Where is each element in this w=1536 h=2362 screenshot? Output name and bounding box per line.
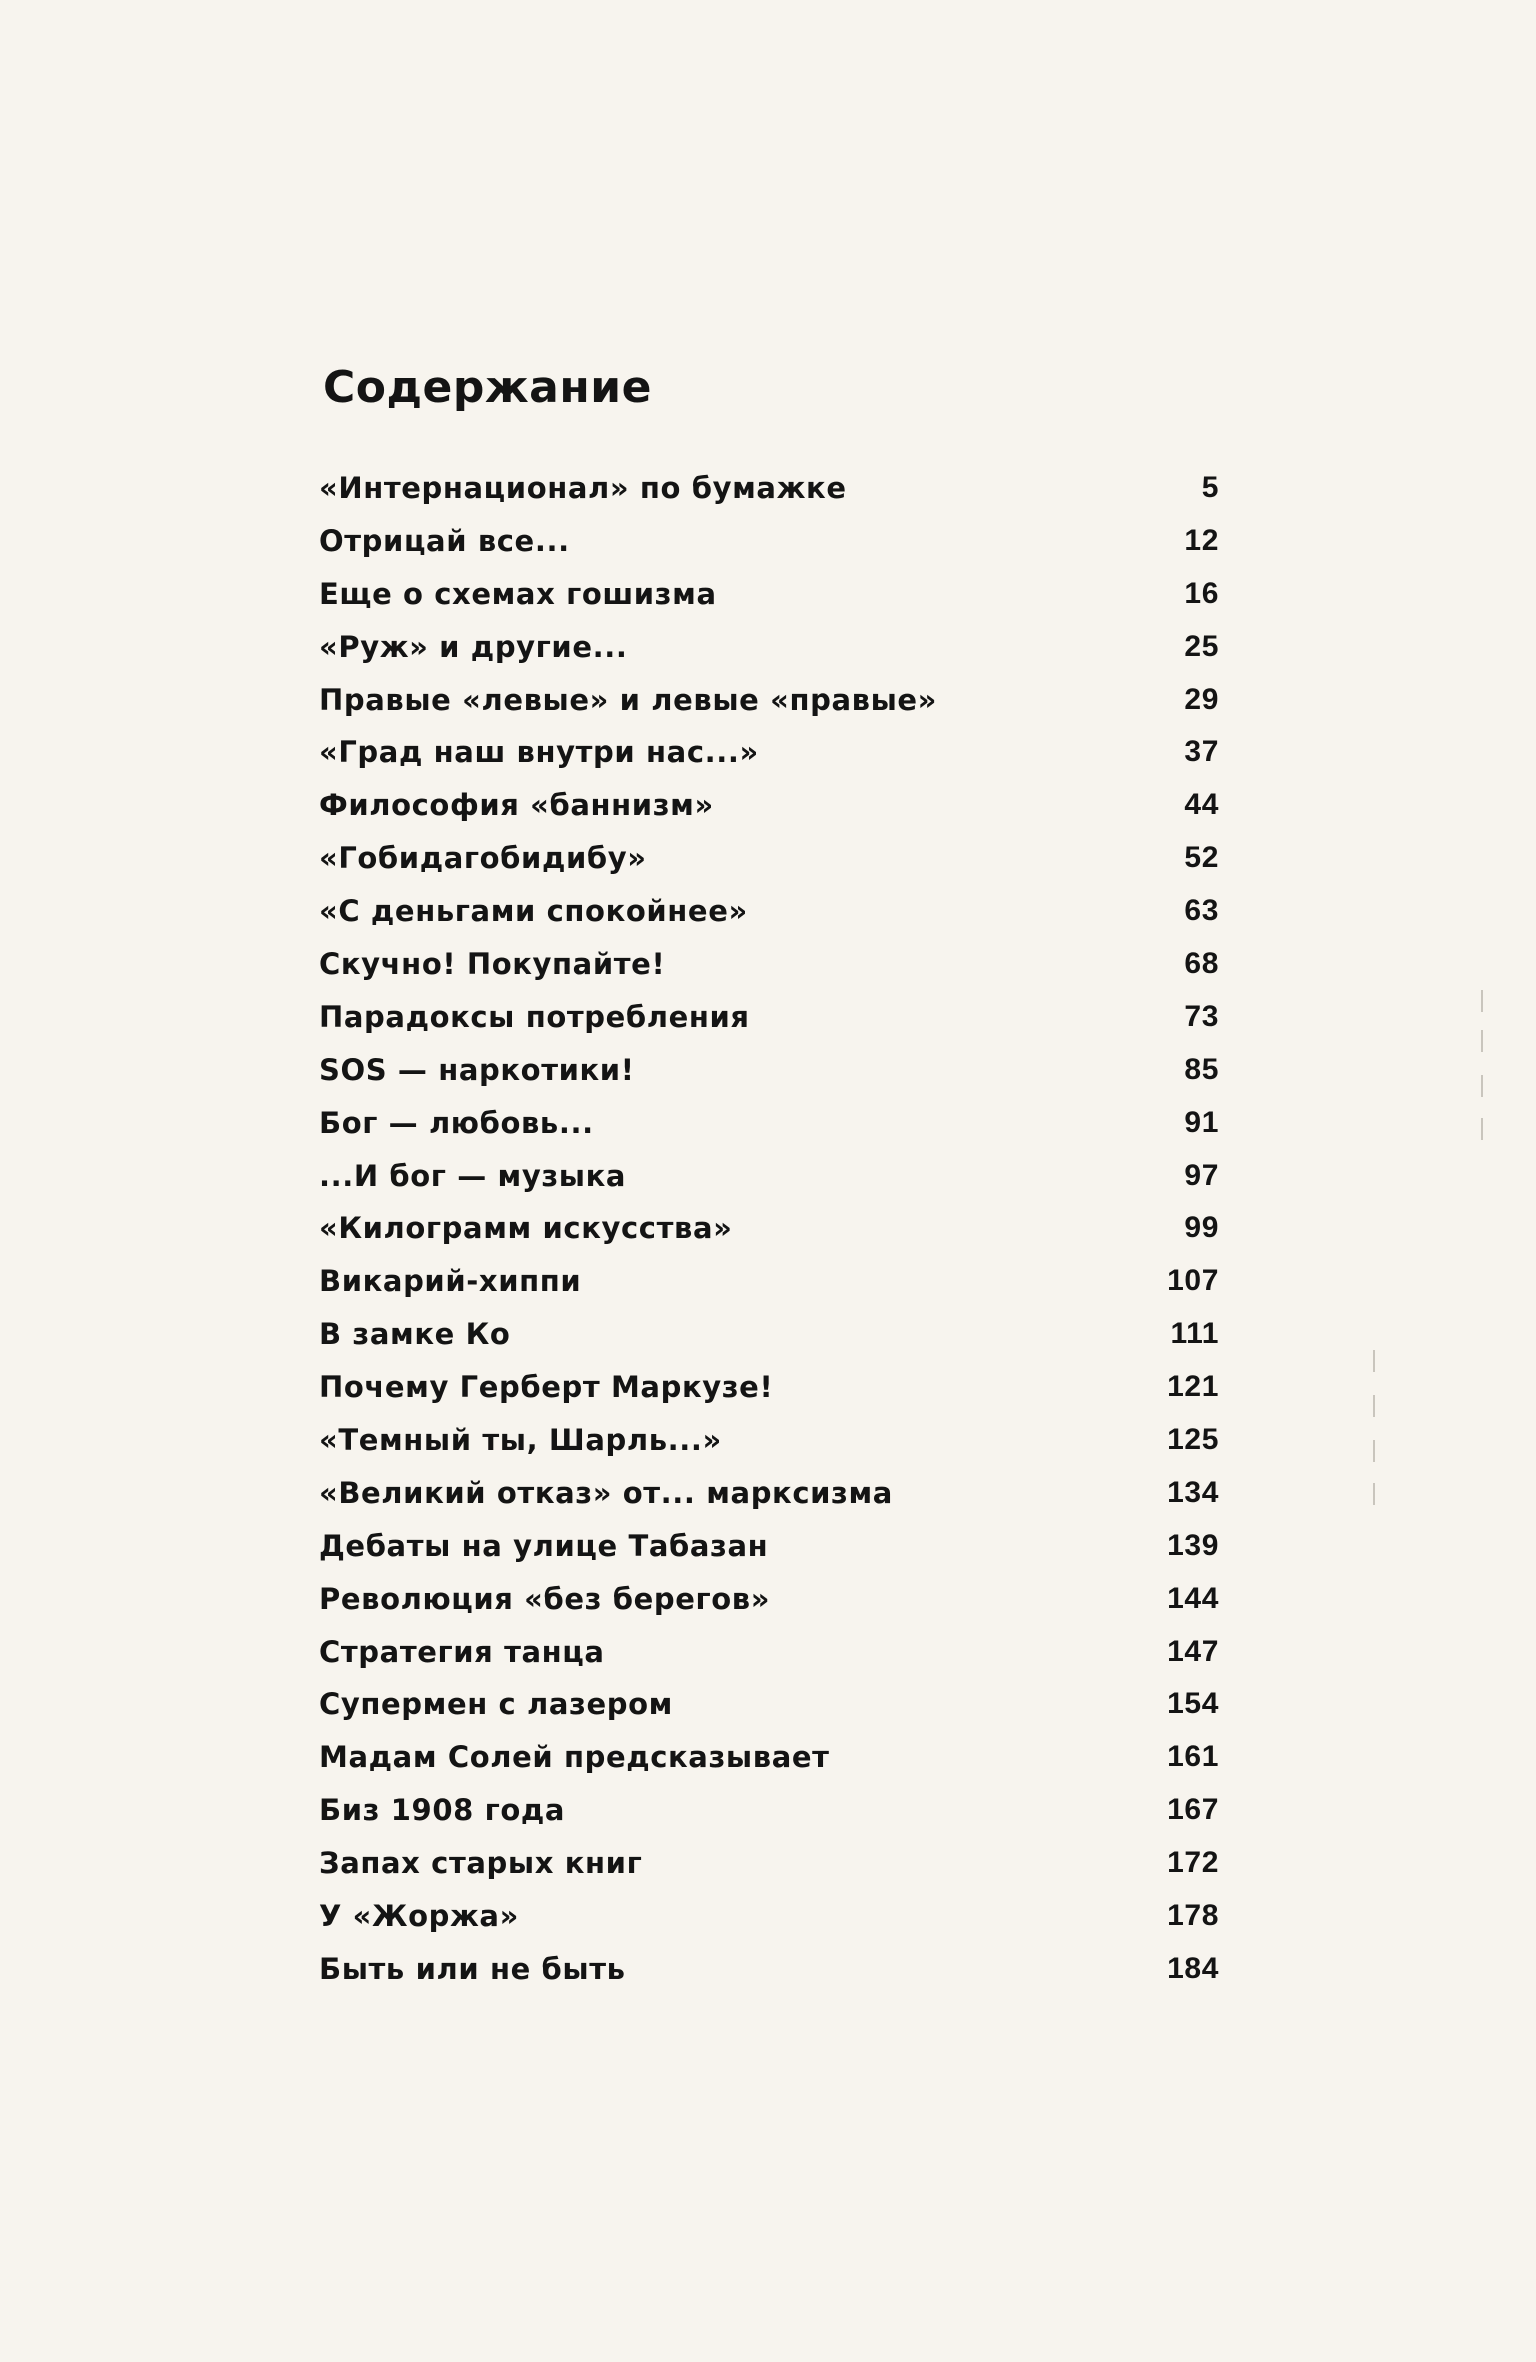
toc-entry-title: Викарий-хиппи [319,1264,582,1299]
toc-entry-page: 63 [1184,894,1219,928]
toc-entry [319,938,1219,991]
toc-entry [319,462,1219,515]
toc-entry-title: Парадоксы потребления [319,999,750,1034]
toc-entry-title: Скучно! Покупайте! [319,947,666,982]
toc-entry-page: 107 [1167,1264,1219,1298]
toc-entry-page: 125 [1167,1423,1219,1457]
toc-entry [319,568,1219,621]
toc-entry-title: «Темный ты, Шарль...» [319,1423,722,1458]
toc-entry-title: «Гобидагобидибу» [319,841,647,876]
toc-entry-title: Философия «баннизм» [319,788,714,823]
scan-artifact [1481,1118,1483,1140]
toc-entry-title: Бог — любовь... [319,1105,594,1140]
toc-entry [319,1890,1219,1943]
toc-entry-title: Почему Герберт Маркузе! [319,1370,774,1405]
toc-entry [319,1150,1219,1203]
toc-entry-title: ...И бог — музыка [319,1158,627,1193]
toc-entry-title: Запах старых книг [319,1846,643,1881]
toc-entry [319,1678,1219,1731]
toc-entry-page: 5 [1201,471,1219,504]
toc-entry-title: «Великий отказ» от... марксизма [319,1475,893,1510]
toc-entry-page: 139 [1167,1528,1219,1562]
toc-entry-title: «С деньгами спокойнее» [319,894,748,929]
toc-entry-title: «Килограмм искусства» [319,1211,733,1246]
toc-entry-page: 99 [1184,1211,1219,1245]
toc-entry-page: 178 [1167,1899,1219,1933]
toc-entry-title: Еще о схемах гошизма [319,576,717,611]
toc-entry [319,1573,1219,1626]
scan-artifact [1373,1395,1375,1417]
toc-entry [319,885,1219,938]
toc-entry [319,1361,1219,1414]
toc-entry [319,1202,1219,1255]
table-of-contents [319,462,1219,1996]
toc-entry-title: SOS — наркотики! [319,1052,635,1087]
scan-artifact [1481,1030,1483,1052]
toc-entry-page: 147 [1167,1634,1219,1668]
page-title: Содержание [323,362,652,413]
toc-entry-title: Революция «без берегов» [319,1581,771,1616]
toc-entry [319,1520,1219,1573]
toc-entry [319,726,1219,779]
scan-artifact [1481,1075,1483,1097]
toc-entry [319,832,1219,885]
toc-entry [319,1044,1219,1097]
scan-artifact [1373,1483,1375,1505]
toc-entry [319,674,1219,727]
toc-entry-title: «Интернационал» по бумажке [319,471,847,505]
toc-entry-page: 85 [1184,1052,1219,1086]
toc-entry-title: Правые «левые» и левые «правые» [319,682,937,717]
toc-entry [319,1414,1219,1467]
toc-entry-page: 16 [1184,576,1219,610]
toc-entry-title: Стратегия танца [319,1634,605,1669]
toc-entry [319,779,1219,832]
toc-entry [319,991,1219,1044]
toc-entry-title: Биз 1908 года [319,1793,566,1828]
scan-artifact [1373,1440,1375,1462]
toc-entry [319,1943,1219,1996]
toc-entry-title: Отрицай все... [319,523,570,558]
toc-entry [319,621,1219,674]
toc-entry [319,1467,1219,1520]
toc-entry-page: 73 [1184,999,1219,1033]
toc-entry-page: 184 [1167,1951,1219,1985]
toc-entry-page: 121 [1167,1370,1219,1404]
toc-entry-page: 134 [1167,1475,1219,1509]
toc-entry [319,1731,1219,1784]
toc-entry [319,1626,1219,1679]
toc-entry-title: Супермен с лазером [319,1687,673,1722]
scan-artifact [1481,990,1483,1012]
toc-entry [319,1784,1219,1837]
toc-entry-page: 25 [1184,629,1219,663]
toc-entry [319,1097,1219,1150]
toc-entry-title: «Град наш внутри нас...» [319,735,759,770]
toc-entry-title: Мадам Солей предсказывает [319,1740,830,1775]
toc-entry [319,1255,1219,1308]
toc-entry-page: 91 [1184,1105,1219,1139]
toc-entry-page: 154 [1167,1687,1219,1721]
toc-entry-page: 52 [1184,841,1219,875]
toc-entry-page: 44 [1184,788,1219,822]
toc-entry-page: 161 [1167,1740,1219,1774]
toc-entry-title: У «Жоржа» [319,1899,519,1934]
toc-entry-page: 144 [1167,1581,1219,1615]
scan-artifact [1373,1350,1375,1372]
toc-entry-page: 172 [1167,1846,1219,1880]
toc-entry-page: 68 [1184,947,1219,981]
toc-entry-page: 111 [1170,1317,1219,1351]
toc-entry-page: 97 [1184,1158,1219,1192]
toc-entry-title: В замке Ко [319,1317,511,1352]
toc-entry [319,1837,1219,1890]
toc-entry-page: 29 [1184,682,1219,716]
toc-entry-title: «Руж» и другие... [319,629,628,664]
toc-entry-title: Дебаты на улице Табазан [319,1528,769,1563]
toc-entry [319,1308,1219,1361]
toc-entry-page: 37 [1184,735,1219,769]
toc-entry-page: 167 [1167,1793,1219,1827]
toc-entry [319,515,1219,568]
toc-entry-page: 12 [1184,523,1219,557]
toc-entry-title: Быть или не быть [319,1951,626,1986]
